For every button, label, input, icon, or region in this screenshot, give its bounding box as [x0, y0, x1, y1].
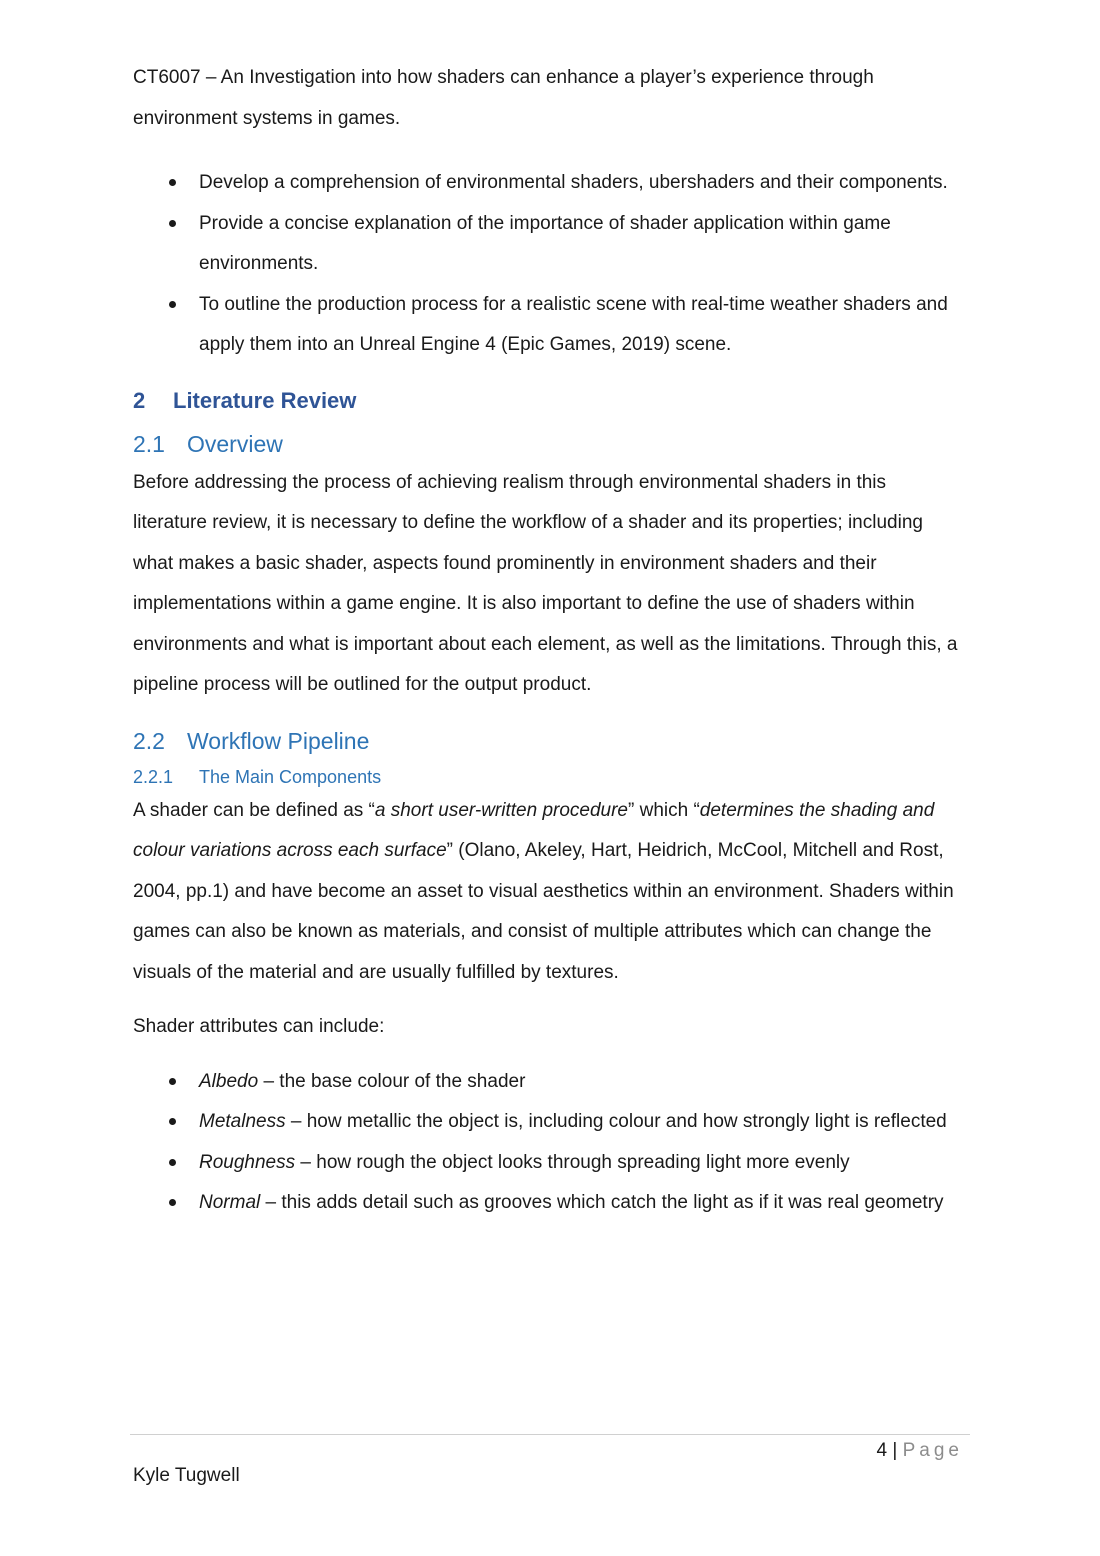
overview-paragraph: Before addressing the process of achieving realism through environmental shaders in this literature review, it is necessary to define the workflow of a shader and its properties; including what makes a basic shader, aspects found prominently in environment shaders and their implementations within a game engine. It is also important to define the use of shaders within environments and what is important about each element, as well as the limitations. Through this, a pipeline process will be outlined for the output product. [133, 471, 958, 695]
bullet-icon [169, 179, 176, 186]
list-item: Provide a concise explanation of the importance of shader application within game environments. [133, 204, 963, 285]
objectives-list [133, 163, 963, 366]
bullet-icon [169, 1199, 176, 1206]
bullet-icon [169, 1118, 176, 1125]
subsubsection-title: The Main Components [199, 766, 382, 787]
attributes-list [133, 1062, 963, 1224]
subsubsection-heading-main-components [133, 764, 963, 790]
subsection-number: 2.2 [133, 727, 165, 754]
author-name: Kyle Tugwell [133, 1465, 240, 1486]
bullet-icon [169, 220, 176, 227]
list-item: Roughness – how rough the object looks through spreading light more evenly [133, 1143, 963, 1184]
document-title: CT6007 – An Investigation into how shaders can enhance a player’s experience through environment systems in games. [133, 67, 874, 129]
footer-divider [130, 1434, 970, 1435]
list-item: To outline the production process for a realistic scene with real-time weather shaders and apply them into an Unreal Engine 4 (Epic Games, 2019) scene. [133, 285, 963, 366]
section-heading-literature-review [133, 386, 963, 416]
list-item: Normal – this adds detail such as grooves which catch the light as if it was real geometry [133, 1183, 963, 1224]
section-number: 2 [133, 387, 146, 413]
list-item: Develop a comprehension of environmental shaders, ubershaders and their components. [133, 163, 963, 204]
quote-shading: determines the shading and colour variations across each surface [133, 799, 935, 861]
attributes-intro: Shader attributes can include: [133, 1016, 385, 1037]
list-item: Metalness – how metallic the object is, including colour and how strongly light is reflected [133, 1102, 963, 1143]
subsection-title: Overview [187, 430, 283, 457]
bullet-icon [169, 1159, 176, 1166]
page-number: 4 | Page [876, 1440, 963, 1461]
quote-procedure: a short user-written procedure [374, 799, 628, 821]
section-title: Literature Review [173, 387, 357, 413]
subsubsection-number: 2.2.1 [133, 766, 174, 787]
bullet-icon [169, 301, 176, 308]
document-page [133, 58, 963, 1244]
list-item: Albedo – the base colour of the shader [133, 1062, 963, 1103]
subsection-title: Workflow Pipeline [187, 727, 370, 754]
subsection-number: 2.1 [133, 430, 165, 457]
subsection-heading-overview [133, 429, 963, 459]
bullet-icon [169, 1078, 176, 1085]
subsection-heading-workflow-pipeline [133, 726, 963, 756]
components-paragraph: A shader can be defined as “a short user-written procedure” which “determines the shading and colour variations across each surface” (Olano, Akeley, Hart, Heidrich, McCool, Mitchell and Rost, 2004, pp.1) and have become an asset to visual aesthetics within an environment. Shaders within games can also be known as materials, and consist of multiple attributes which can change the visuals of the material and are usually fulfilled by textures. [133, 799, 954, 983]
